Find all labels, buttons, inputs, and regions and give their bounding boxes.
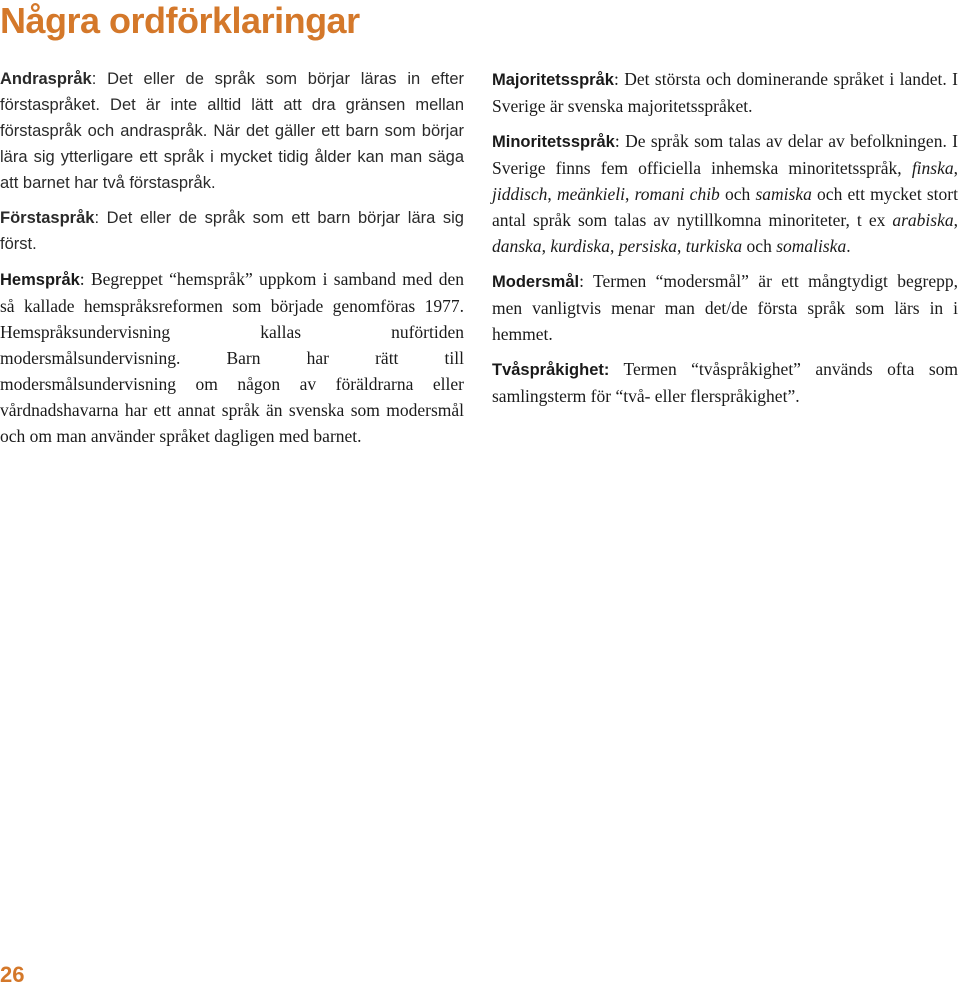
- separator: och: [742, 236, 777, 256]
- definition-text-majoritetssprak: : Det största och dominerande språket i landet. I Sverige är svenska majoritetsspråket.: [492, 69, 958, 116]
- language-kurdiska: kurdiska: [550, 236, 610, 256]
- language-turkiska: turkiska: [685, 236, 743, 256]
- term-minoritetssprak: Minoritetsspråk: [492, 133, 615, 151]
- definition-modersmal: [492, 268, 958, 347]
- term-andrasprak: Andraspråk: [0, 70, 92, 88]
- definition-hemsprak: [0, 266, 464, 449]
- definition-tvasprakighet: [492, 356, 958, 409]
- page-title: Några ordförklaringar: [0, 0, 360, 41]
- language-finska: finska: [911, 158, 954, 178]
- separator: ,: [609, 236, 619, 256]
- term-tvasprakighet: Tvåspråkighet:: [492, 361, 610, 379]
- term-majoritetssprak: Majoritetsspråk: [492, 71, 614, 89]
- separator: ,: [541, 236, 551, 256]
- term-hemsprak: Hemspråk: [0, 271, 80, 289]
- definition-andrasprak: [0, 66, 464, 196]
- definition-forstasprak: [0, 205, 464, 257]
- language-persiska: persiska: [618, 236, 678, 256]
- definition-text-minoritetssprak-1: : De språk som talas av delar av befolkningen. I Sverige finns fem officiella inhemska minoritetsspråk,: [492, 131, 958, 178]
- language-romani-chib: romani chib: [634, 184, 720, 204]
- separator: ,: [953, 210, 958, 230]
- language-jiddisch: jiddisch: [492, 184, 548, 204]
- separator: ,: [547, 184, 557, 204]
- language-samiska: samiska: [755, 184, 812, 204]
- separator: och: [719, 184, 756, 204]
- definition-majoritetssprak: [492, 66, 958, 119]
- separator: ,: [625, 184, 635, 204]
- language-meankieli: meänkieli: [556, 184, 626, 204]
- definition-text-andrasprak: : Det eller de språk som börjar läras in efter förstaspråket. Det är inte alltid lätt att dra gränsen mellan förstaspråk och andraspråk. När det gäller ett barn som börjar lära sig ytterligare ett språk i mycket tidig ålder kan man säga att barnet har två förstaspråk.: [0, 70, 464, 192]
- language-arabiska: arabiska: [892, 210, 954, 230]
- sentence-end: .: [846, 236, 851, 256]
- term-forstasprak: Förstaspråk: [0, 209, 95, 227]
- right-column: [492, 66, 958, 418]
- language-danska: danska: [492, 236, 542, 256]
- definition-minoritetssprak: [492, 128, 958, 259]
- separator: ,: [677, 236, 686, 256]
- language-somaliska: somaliska: [776, 236, 847, 256]
- definition-text-modersmal: : Termen “modersmål” är ett mångtydigt begrepp, men vanligtvis menar man det/de första språk som lärs in i hemmet.: [492, 271, 958, 344]
- term-modersmal: Modersmål: [492, 273, 580, 291]
- definition-text-minoritetssprak-2: och ett mycket stort antal språk som talas av nytillkomna minoriteter, t ex: [492, 184, 958, 230]
- definition-text-hemsprak: : Begreppet “hemspråk” uppkom i samband med den så kallade hemspråksreformen som började genomföras 1977. Hemspråksundervisning kallas nuförtiden modersmålsundervisning. Barn har rätt till modersmålsundervisning om någon av föräldrarna eller vårdnadshavarna har ett annat språk än svenska som modersmål och om man använder språket dagligen med barnet.: [0, 269, 464, 446]
- definition-text-tvasprakighet: Termen “tvåspråkighet” används ofta som samlingsterm för “två- eller flerspråkighet”.: [492, 359, 958, 406]
- page-number: 26: [0, 962, 25, 987]
- definition-text-forstasprak: : Det eller de språk som ett barn börjar lära sig först.: [0, 209, 464, 253]
- separator: ,: [953, 158, 958, 178]
- left-column: [0, 66, 464, 458]
